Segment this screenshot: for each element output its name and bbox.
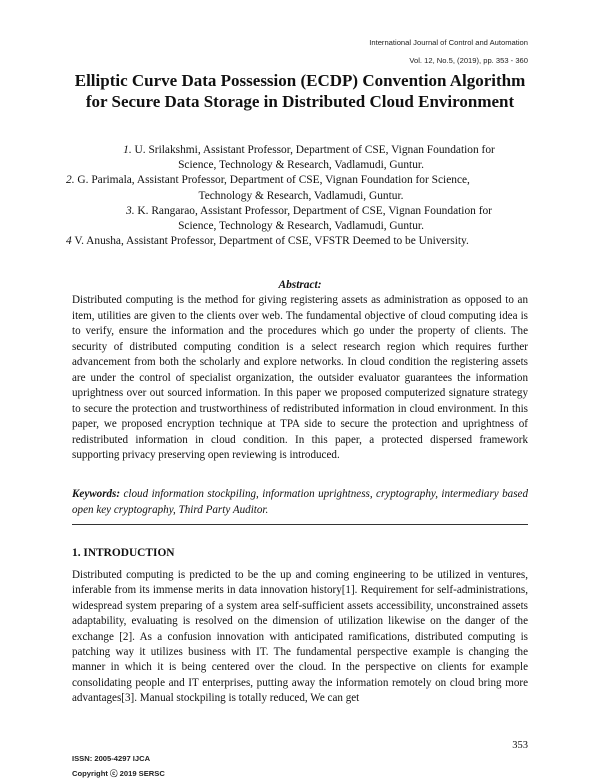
title-line-2: for Secure Data Storage in Distributed Cloud Environment — [85, 92, 515, 111]
author-line-1: V. Anusha, Assistant Professor, Department of CSE, VFSTR Deemed to be University. — [71, 235, 469, 248]
author-line-2: Science, Technology & Research, Vadlamudi, Guntur. — [178, 159, 424, 172]
title-line-1: Elliptic Curve Data Possession (ECDP) Convention Algorithm — [74, 71, 526, 90]
author-line-1: K. Rangarao, Assistant Professor, Department of CSE, Vignan Foundation for — [134, 204, 492, 217]
author-number: 3. — [126, 204, 135, 217]
page-number: 353 — [512, 740, 528, 751]
volume-info: Vol. 12, No.5, (2019), pp. 353 - 360 — [409, 56, 528, 65]
keywords-text: cloud information stockpiling, information uprightness, cryptography, intermediary based open key cryptography, Third Party Auditor. — [72, 488, 528, 516]
abstract-heading: Abstract: — [278, 279, 322, 291]
author-line-2: Technology & Research, Vadlamudi, Guntur. — [198, 189, 404, 202]
section-heading: 1. INTRODUCTION — [72, 547, 175, 559]
paper-title — [60, 70, 540, 112]
author-number: 4 — [66, 235, 72, 248]
author-2 — [66, 173, 536, 203]
abstract-text: Distributed computing is the method for giving registering assets as administration as opposed to an item, utilities are given to the clients over web. The fundamental objective of cloud computing idea is to verify, ensure the information and the procedures which go under the property of clients. The security of distributed computing condition is a select research region which requires further advancement from both the scholarly and explore networks. In cloud condition the registering assets are under the control of specialist organization, the outsider evaluator guarantees the information uprightness over out sourced information. In this paper we proposed computerized signature strategy to secure the protection and trustworthiness of redistributed information in cloud environment. In this paper, we proposed encryption technique at TPA side to secure the protection and uprightness of redistributed information in cloud condition. In this paper, a protected dispersed framework supporting privacy preserving open reviewing is introduced. — [72, 294, 528, 461]
introduction-text: Distributed computing is predicted to be the up and coming engineering to be utilized in ventures, inferable from its immense merits in data innovation history[1]. Requirement for self-administrations, widespread system preparing of a system area self-sufficient assets accessibility, unconstrained assets adaptability, evaluating is resolved on the dimension of utilization likewise on the danger of the exchange [2]. As a confusion innovation with anticipated ramifications, distributed computing is patching way it utilizes business with IT. The fundamental perspective example is changing the manner in which it is being centered over the cloud. In the perspective on clients for example consolidating people and IT enterprises, putting away the information remotely on cloud bring more advantages[3]. Manual stockpiling is totally reduced, We can get — [72, 569, 528, 705]
author-number: 1. — [123, 144, 132, 156]
author-line-1: G. Parimala, Assistant Professor, Department of CSE, Vignan Foundation for Science, — [74, 174, 470, 187]
author-3 — [66, 204, 536, 234]
author-number: 2. — [66, 174, 75, 187]
author-1 — [66, 143, 536, 173]
copyright: Copyright ⓒ 2019 SERSC — [72, 769, 165, 778]
keywords — [72, 487, 528, 518]
author-line-1: U. Srilakshmi, Assistant Professor, Department of CSE, Vignan Foundation for — [131, 144, 495, 156]
author-line-2: Science, Technology & Research, Vadlamudi, Guntur. — [178, 220, 424, 233]
author-list — [66, 143, 536, 249]
author-4 — [66, 234, 536, 249]
section-divider — [72, 524, 528, 525]
keywords-label: Keywords: — [72, 488, 121, 500]
issn: ISSN: 2005-4297 IJCA — [72, 754, 151, 763]
journal-name: International Journal of Control and Automation — [369, 38, 528, 47]
